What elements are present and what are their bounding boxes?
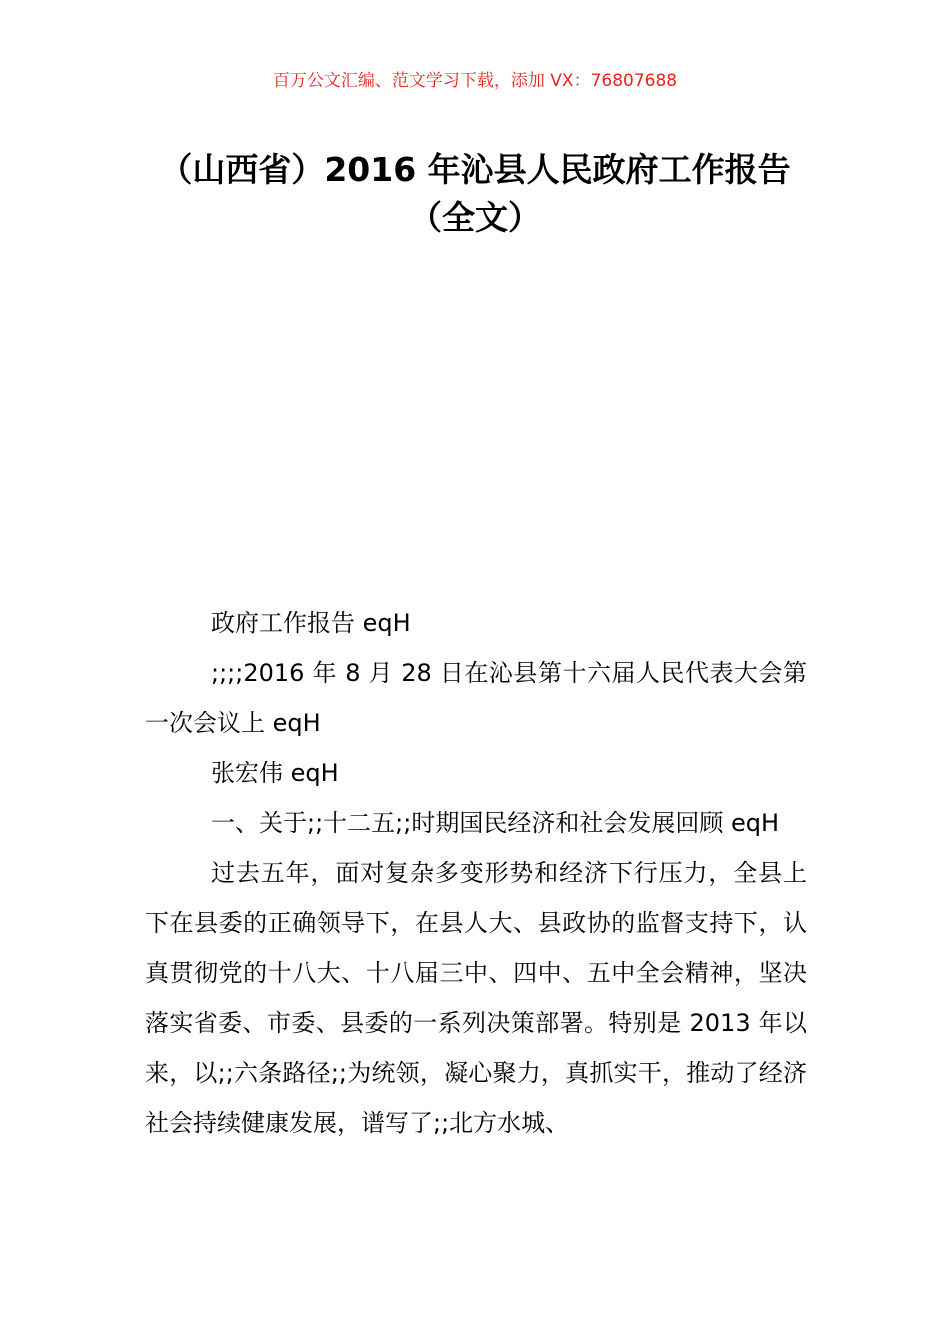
document-body (145, 598, 807, 1148)
paragraph-speaker: 张宏伟 eqH (211, 759, 339, 787)
document-title (0, 146, 950, 242)
watermark-header: 百万公文汇编、范文学习下载，添加 VX：76807688 (272, 71, 678, 91)
title-line-1: （山西省）2016 年沁县人民政府工作报告 (159, 150, 791, 189)
paragraph-meeting-info: ;;;;2016 年 8 月 28 日在沁县第十六届人民代表大会第一次会议上 eqH (145, 659, 807, 737)
paragraph-body-text: 过去五年，面对复杂多变形势和经济下行压力，全县上下在县委的正确领导下，在县人大、县政协的监督支持下，认真贯彻党的十八大、十八届三中、四中、五中全会精神，坚决落实省委、市委、县委的一系列决策部署。特别是 2013 年以来，以;;六条路径;;为统领，凝心聚力，真抓实干，推动了经济社会持续健康发展，谱写了;;北方水城、 (145, 859, 807, 1137)
paragraph-section-heading: 一、关于;;十二五;;时期国民经济和社会发展回顾 eqH (211, 809, 780, 837)
title-line-2: （全文） (409, 198, 541, 237)
paragraph-report-heading: 政府工作报告 eqH (211, 609, 411, 637)
